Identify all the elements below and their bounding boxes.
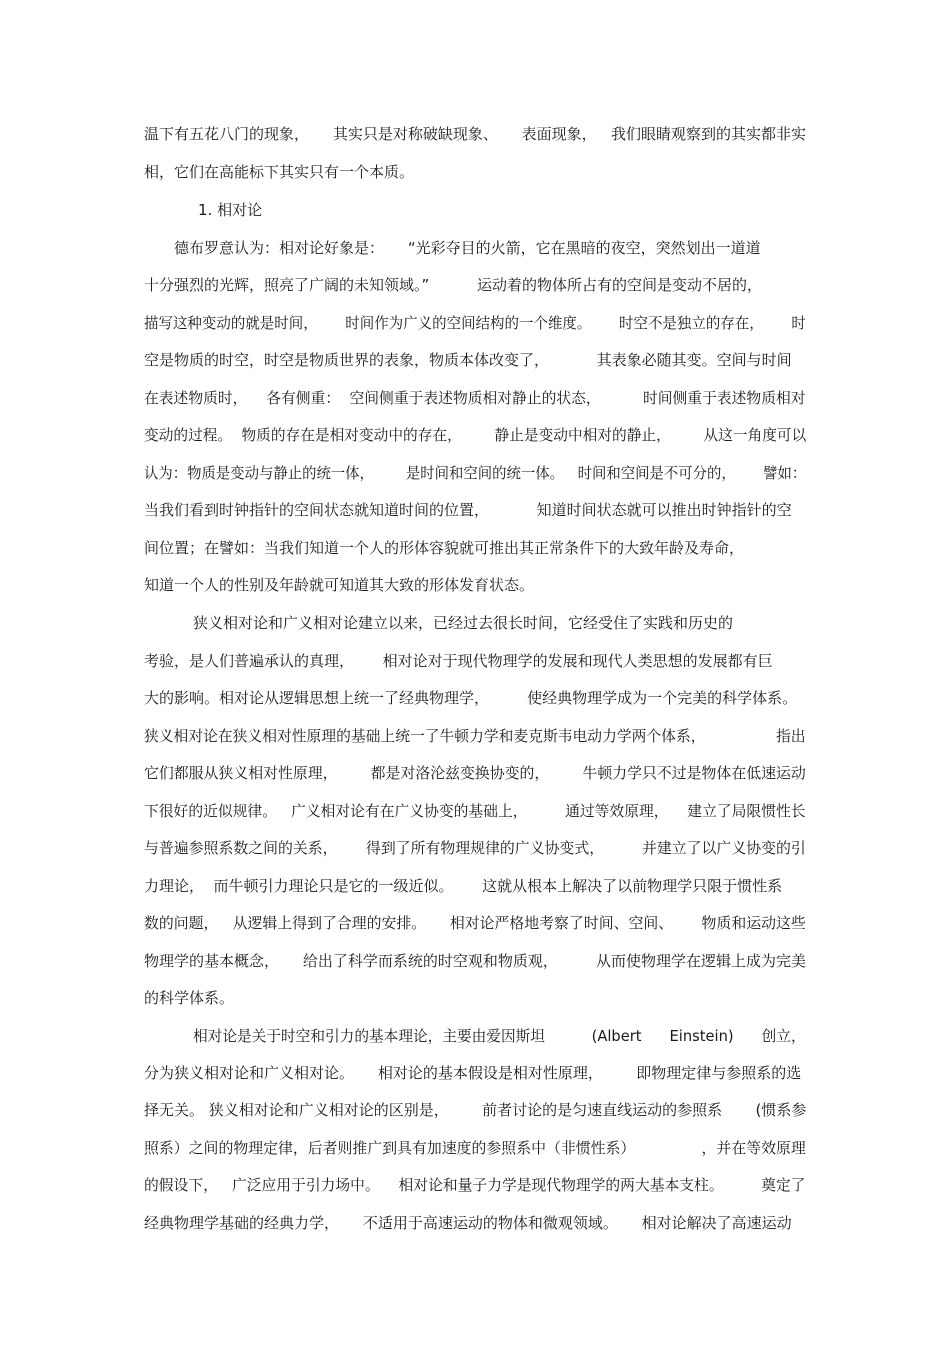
text-line: 它们都服从狭义相对性原理， 都是对洛沦兹变换协变的， 牛顿力学只不过是物体在低速运动 <box>144 764 806 782</box>
text-line: 照系）之间的物理定律，后者则推广到具有加速度的参照系中（非惯性系） ，并在等效原理 <box>144 1139 806 1157</box>
text-line: 十分强烈的光辉，照亮了广阔的未知领域。” 运动着的物体所占有的空间是变动不居的， <box>144 276 762 294</box>
text-line: 考验，是人们普遍承认的真理， 相对论对于现代物理学的发展和现代人类思想的发展都有巨 <box>144 652 773 670</box>
text-line: 在表述物质时， 各有侧重： 空间侧重于表述物质相对静止的状态， 时间侧重于表述物质相对 <box>144 389 806 407</box>
text-line: 当我们看到时钟指针的空间状态就知道时间的位置， 知道时间状态就可以推出时钟指针的空 <box>144 501 792 519</box>
section-heading: 1. 相对论 <box>198 201 263 219</box>
text-line: 狭义相对论在狭义相对性原理的基础上统一了牛顿力学和麦克斯韦电动力学两个体系， 指出 <box>144 727 806 745</box>
text-line: 择无关。 狭义相对论和广义相对论的区别是， 前者讨论的是匀速直线运动的参照系 (惯系参 <box>144 1101 807 1119</box>
text-line: 相，它们在高能标下其实只有一个本质。 <box>144 163 415 181</box>
text-line: 分为狭义相对论和广义相对论。 相对论的基本假设是相对性原理， 即物理定律与参照系的选 <box>144 1064 802 1082</box>
text-line: 物理学的基本概念， 给出了科学而系统的时空观和物质观， 从而使物理学在逻辑上成为完美 <box>144 952 806 970</box>
text-line: 空是物质的时空，时空是物质世界的表象，物质本体改变了， 其表象必随其变。空间与时间 <box>144 351 792 369</box>
text-line: 认为：物质是变动与静止的统一体， 是时间和空间的统一体。 时间和空间是不可分的， 譬如： <box>144 464 807 482</box>
text-line: 下很好的近似规律。 广义相对论有在广义协变的基础上， 通过等效原理， 建立了局限惯性长 <box>144 802 806 820</box>
text-line: 狭义相对论和广义相对论建立以来，已经过去很长时间，它经受住了实践和历史的 <box>193 614 734 632</box>
text-line: 描写这种变动的就是时间， 时间作为广义的空间结构的一个维度。 时空不是独立的存在， 时 <box>144 314 806 332</box>
text-line: 数的问题， 从逻辑上得到了合理的安排。 相对论严格地考察了时间、空间、 物质和运动这些 <box>144 914 806 932</box>
text-line: 大的影响。相对论从逻辑思想上统一了经典物理学， 使经典物理学成为一个完美的科学体系。 <box>144 689 798 707</box>
text-line: 与普遍参照系数之间的关系， 得到了所有物理规律的广义协变式， 并建立了以广义协变的引 <box>144 839 806 857</box>
text-line: 的科学体系。 <box>144 989 235 1007</box>
text-line: 间位置；在譬如：当我们知道一个人的形体容貌就可推出其正常条件下的大致年龄及寿命， <box>144 539 745 557</box>
text-line: 经典物理学基础的经典力学， 不适用于高速运动的物体和微观领域。 相对论解决了高速运动 <box>144 1214 792 1232</box>
text-line: 知道一个人的性别及年龄就可知道其大致的形体发育状态。 <box>144 576 535 594</box>
text-line: 变动的过程。 物质的存在是相对变动中的存在， 静止是变动中相对的静止， 从这一角度可以 <box>144 426 807 444</box>
text-line: 温下有五花八门的现象， 其实只是对称破缺现象、 表面现象， 我们眼睛观察到的其实都非实 <box>144 125 806 143</box>
text-line: 力理论， 而牛顿引力理论只是它的一级近似。 这就从根本上解决了以前物理学只限于惯性系 <box>144 877 783 895</box>
text-line: 相对论是关于时空和引力的基本理论，主要由爱因斯坦 (Albert Einstein) 创立， <box>193 1027 806 1045</box>
text-line: 德布罗意认为：相对论好象是： “光彩夺目的火箭，它在黑暗的夜空，突然划出一道道 <box>174 239 761 257</box>
text-line: 的假设下， 广泛应用于引力场中。 相对论和量子力学是现代物理学的两大基本支柱。 奠定了 <box>144 1176 806 1194</box>
